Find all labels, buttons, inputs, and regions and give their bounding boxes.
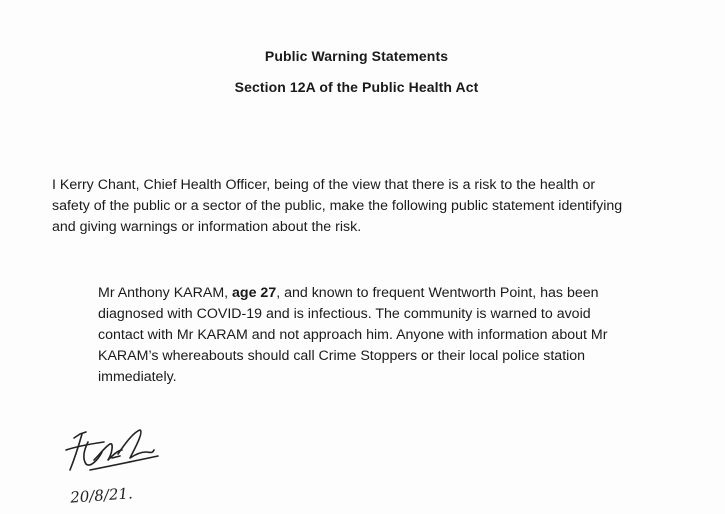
notice-line: KARAM’s whereabouts should call Crime Stoppers or their local police station — [98, 348, 586, 364]
notice-line: contact with Mr KARAM and not approach him. Anyone with information about Mr — [98, 327, 608, 343]
document-subtitle: Section 12A of the Public Health Act — [234, 79, 479, 95]
statement-line: safety of the public or a sector of the public, make the following public statement identifying — [52, 198, 623, 214]
notice-line: immediately. — [98, 369, 177, 385]
statement-line: I Kerry Chant, Chief Health Officer, being of the view that there is a risk to the health or — [52, 177, 596, 193]
notice-text: , and known to frequent Wentworth Point, has been — [276, 285, 599, 301]
signature-date — [68, 478, 158, 508]
notice-line — [98, 283, 658, 304]
notice-text: Mr Anthony KARAM, — [98, 285, 233, 301]
document-title: Public Warning Statements — [264, 48, 449, 64]
statement-paragraph — [52, 175, 682, 238]
statement-line: and giving warnings or information about the risk. — [52, 219, 362, 235]
handwritten-signature — [60, 420, 170, 480]
warning-notice — [98, 283, 658, 388]
signature-date-text: 20/8/21. — [69, 484, 134, 507]
notice-age: age 27 — [232, 285, 277, 301]
notice-line: diagnosed with COVID-19 and is infectious. The community is warned to avoid — [98, 306, 591, 322]
